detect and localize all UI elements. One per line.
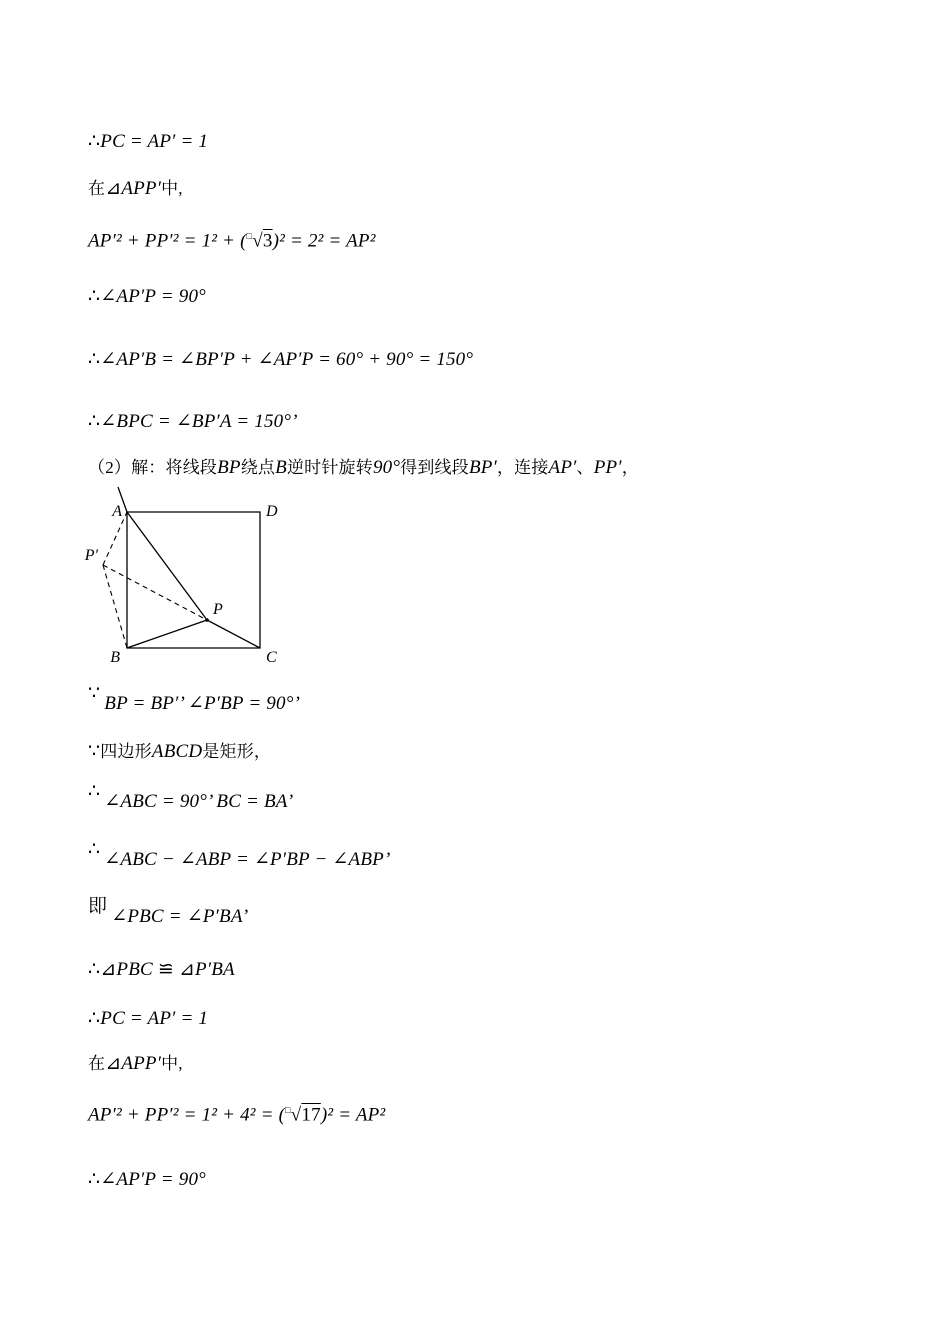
text-segment: ⊿APP′ (105, 1053, 162, 1074)
text-segment: 即 (88, 896, 108, 917)
text-segment: 在 (88, 179, 106, 198)
text-segment: 17 (301, 1104, 321, 1126)
solution-line-4 (88, 285, 206, 309)
text-segment: （2）解：将线段 (88, 458, 218, 477)
text-segment: ∴ (88, 781, 101, 802)
point-P-dot (205, 618, 209, 622)
text-segment: ∴∠AP′P = 90° (88, 286, 206, 307)
solution-line-15 (88, 1052, 183, 1076)
label-P: P (213, 601, 223, 618)
solution-line-9 (88, 740, 271, 764)
segment-PC (207, 620, 260, 648)
text-segment: 在 (88, 1054, 106, 1073)
solution-line-16 (88, 1098, 385, 1127)
label-A: A (112, 503, 122, 520)
rectangle-ABCD (127, 512, 260, 648)
text-segment: AP′² + PP′² = 1² + 4² = ( (88, 1104, 286, 1126)
text-segment: )² = 2² = AP² (272, 230, 376, 252)
text-segment: □ (285, 1105, 291, 1115)
text-segment: 中, (161, 179, 183, 198)
geometry-figure (70, 478, 310, 678)
text-segment: √ (252, 230, 263, 252)
text-segment: √ (290, 1104, 302, 1126)
solution-line-12 (88, 896, 249, 929)
text-segment: 逆时针旋转 (286, 458, 373, 477)
text-segment: BP (217, 457, 241, 478)
segment-BP (127, 620, 207, 648)
text-segment: BP = BP′’ ∠P′BP = 90°’ (104, 693, 301, 714)
segment-Pprime-B (103, 565, 127, 648)
text-segment: 3 (262, 230, 273, 252)
text-segment: ∴PC = AP′ = 1 (88, 1008, 209, 1029)
text-segment: AP′ (548, 457, 577, 478)
text-segment: PP′ (593, 457, 622, 478)
segment-AP (127, 512, 207, 620)
text-segment: 中, (161, 1054, 183, 1073)
text-segment: 、 (576, 458, 594, 477)
rectangle-diagram (70, 478, 310, 678)
text-segment: 四边形 (100, 742, 152, 761)
text-segment: ∴∠BPC = ∠BP′A = 150°’ (88, 411, 298, 432)
text-segment: ∵ (88, 741, 101, 762)
text-segment: ABCD (151, 741, 203, 762)
solution-line-6 (88, 410, 298, 434)
text-segment: ∴∠AP′P = 90° (88, 1169, 206, 1190)
text-segment: ∠ABC − ∠ABP = ∠P′BP − ∠ABP’ (104, 849, 391, 870)
label-C: C (266, 649, 277, 666)
solution-line-17 (88, 1168, 206, 1192)
text-segment: ∠ABC = 90°’ BC = BA’ (104, 791, 294, 812)
text-segment: ∴PC = AP′ = 1 (88, 131, 209, 152)
text-segment: ，连接 (496, 458, 549, 477)
solution-line-3 (88, 224, 376, 253)
text-segment: 90° (372, 457, 401, 478)
solution-line-10 (88, 781, 294, 814)
label-B: B (110, 649, 120, 666)
label-P-prime: P′ (84, 547, 98, 564)
text-segment: 是矩形， (202, 742, 272, 761)
solution-line-8 (88, 683, 301, 716)
text-segment: ⊿APP′ (105, 178, 162, 199)
segment-Pprime-P (103, 565, 207, 620)
solution-line-11 (88, 839, 391, 872)
text-segment: ∴⊿PBC ≌ ⊿P′BA (88, 959, 235, 980)
solution-line-7 (88, 456, 639, 480)
solution-line-14 (88, 1007, 208, 1031)
text-segment: ∴∠AP′B = ∠BP′P + ∠AP′P = 60° + 90° = 150° (88, 349, 474, 370)
text-segment: B (275, 457, 287, 478)
solution-line-2 (88, 177, 183, 201)
solution-line-5 (88, 348, 473, 372)
text-segment: BP′ (468, 457, 497, 478)
label-D: D (266, 503, 278, 520)
text-segment: ∴ (88, 839, 101, 860)
text-segment: □ (246, 231, 253, 241)
solution-line-13 (88, 958, 235, 982)
text-segment: AP′² + PP′² = 1² + ( (88, 230, 247, 252)
text-segment: )² = AP² (320, 1104, 386, 1126)
text-segment: ， (621, 458, 639, 477)
solution-line-1 (88, 130, 208, 154)
text-segment: 得到线段 (400, 458, 469, 477)
text-segment: 绕点 (240, 458, 276, 477)
text-segment: ∵ (88, 683, 101, 704)
text-segment: ∠PBC = ∠P′BA’ (111, 906, 249, 927)
